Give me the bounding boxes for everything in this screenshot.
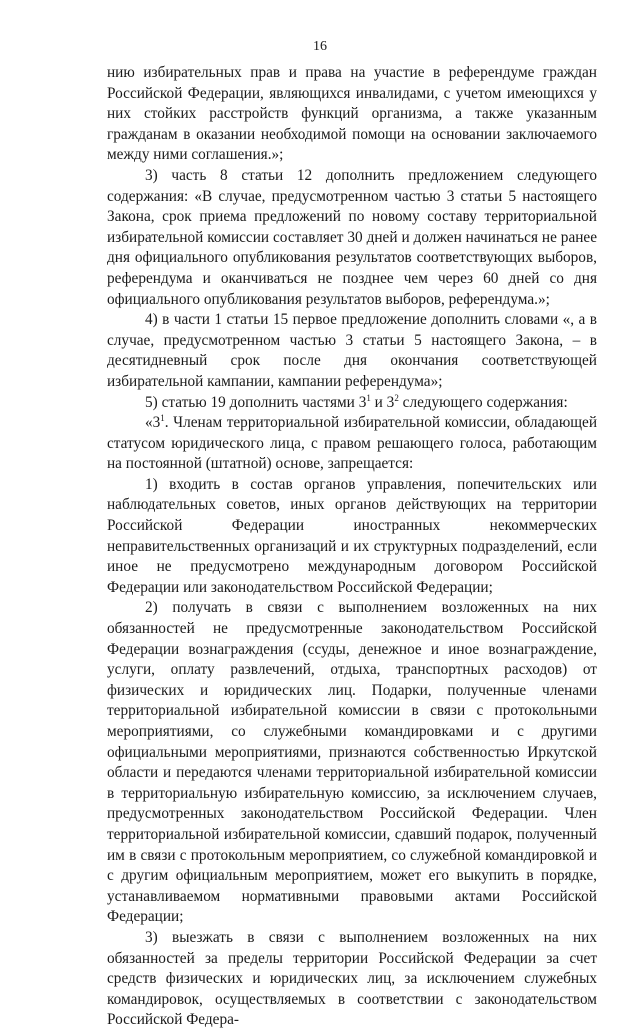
paragraph-continuation: нию избирательных прав и права на участие в референдуме граждан Российской Федерации, являющихся инвалидами, с учетом имеющихся у них стойких расстройств функций организма, а также указанным гражданам в оказании необходимой помощи на основании заключаемого между ними соглашения.»; xyxy=(107,64,597,164)
paragraph-subitem-3: 3) выезжать в связи с выполнением возложенных на них обязанностей за пределы территории Российской Федерации за счет средств физических и юридических лиц, за исключением служебных командировок, осуществляемых в соответствии с законодательством Российской Федера- xyxy=(107,928,597,1029)
item-5-prefix: 5) статью 19 дополнить частями 3 xyxy=(145,393,367,411)
paragraph-subitem-2: 2) получать в связи с выполнением возложенных на них обязанностей не предусмотренные законодательством Российской Федерации вознаграждения (ссуды, денежное и иное вознаграждение, услуги, оплату развлечений, отдыха, транспортных расходов) от физических и юридических лиц. Подарки, полученные членами территориальной избирательной комиссии в связи с протокольными мероприятиями, со служебными командировками и с другими официальными мероприятиями, признаются собственностью Иркутской области и передаются членами территориальной избирательной комиссии в территориальную избирательную комиссию, за исключением случаев, предусмотренных законодательством Российской Федерации. Член территориальной избирательной комиссии, сдавший подарок, полученный им в связи с протокольным мероприятием, со служебной командировкой и с другим официальным мероприятием, может его выкупить в порядке, устанавливаемом нормативными правовыми актами Российской Федерации; xyxy=(107,599,597,926)
paragraph-part-3-1 xyxy=(107,413,597,475)
item-5-superscript-1: 1 xyxy=(366,392,371,403)
paragraph-item-3: 3) часть 8 статьи 12 дополнить предложением следующего содержания: «В случае, предусмотренном частью 3 статьи 5 настоящего Закона, срок приема предложений по новому составу территориальной избирательной комиссии составляет 30 дней и должен начинаться не ранее дня официального опубликования результатов соответствующих выборов, референдума и оканчиваться не позднее чем через 60 дней со дня официального опубликования результатов выборов, референдума.»; xyxy=(107,166,597,308)
part-3-1-superscript: 1 xyxy=(160,413,165,424)
document-body xyxy=(107,63,597,1031)
part-3-1-text: . Членам территориальной избирательной комиссии, обладающей статусом юридического лица, с правом решающего голоса, работающим на постоянной (штатной) основе, запрещается: xyxy=(107,414,597,473)
item-5-superscript-2: 2 xyxy=(394,392,399,403)
part-3-1-prefix: «3 xyxy=(145,414,161,432)
page-number: 16 xyxy=(313,39,327,54)
paragraph-item-4: 4) в части 1 статьи 15 первое предложение дополнить словами «, а в случае, предусмотренном частью 3 статьи 5 настоящего Закона, – в десятидневный срок после дня окончания соответствующей избирательной кампании, кампании референдума»; xyxy=(107,311,597,390)
item-5-middle: и 3 xyxy=(370,393,395,411)
paragraph-subitem-1: 1) входить в состав органов управления, попечительских или наблюдательных советов, иных органов действующих на территории Российской Федерации иностранных некоммерческих неправительственных организаций и их структурных подразделений, если иное не предусмотрено международным договором Российской Федерации или законодательством Российской Федерации; xyxy=(107,475,597,596)
paragraph-item-5 xyxy=(107,393,597,414)
item-5-suffix: следующего содержания: xyxy=(398,393,568,411)
